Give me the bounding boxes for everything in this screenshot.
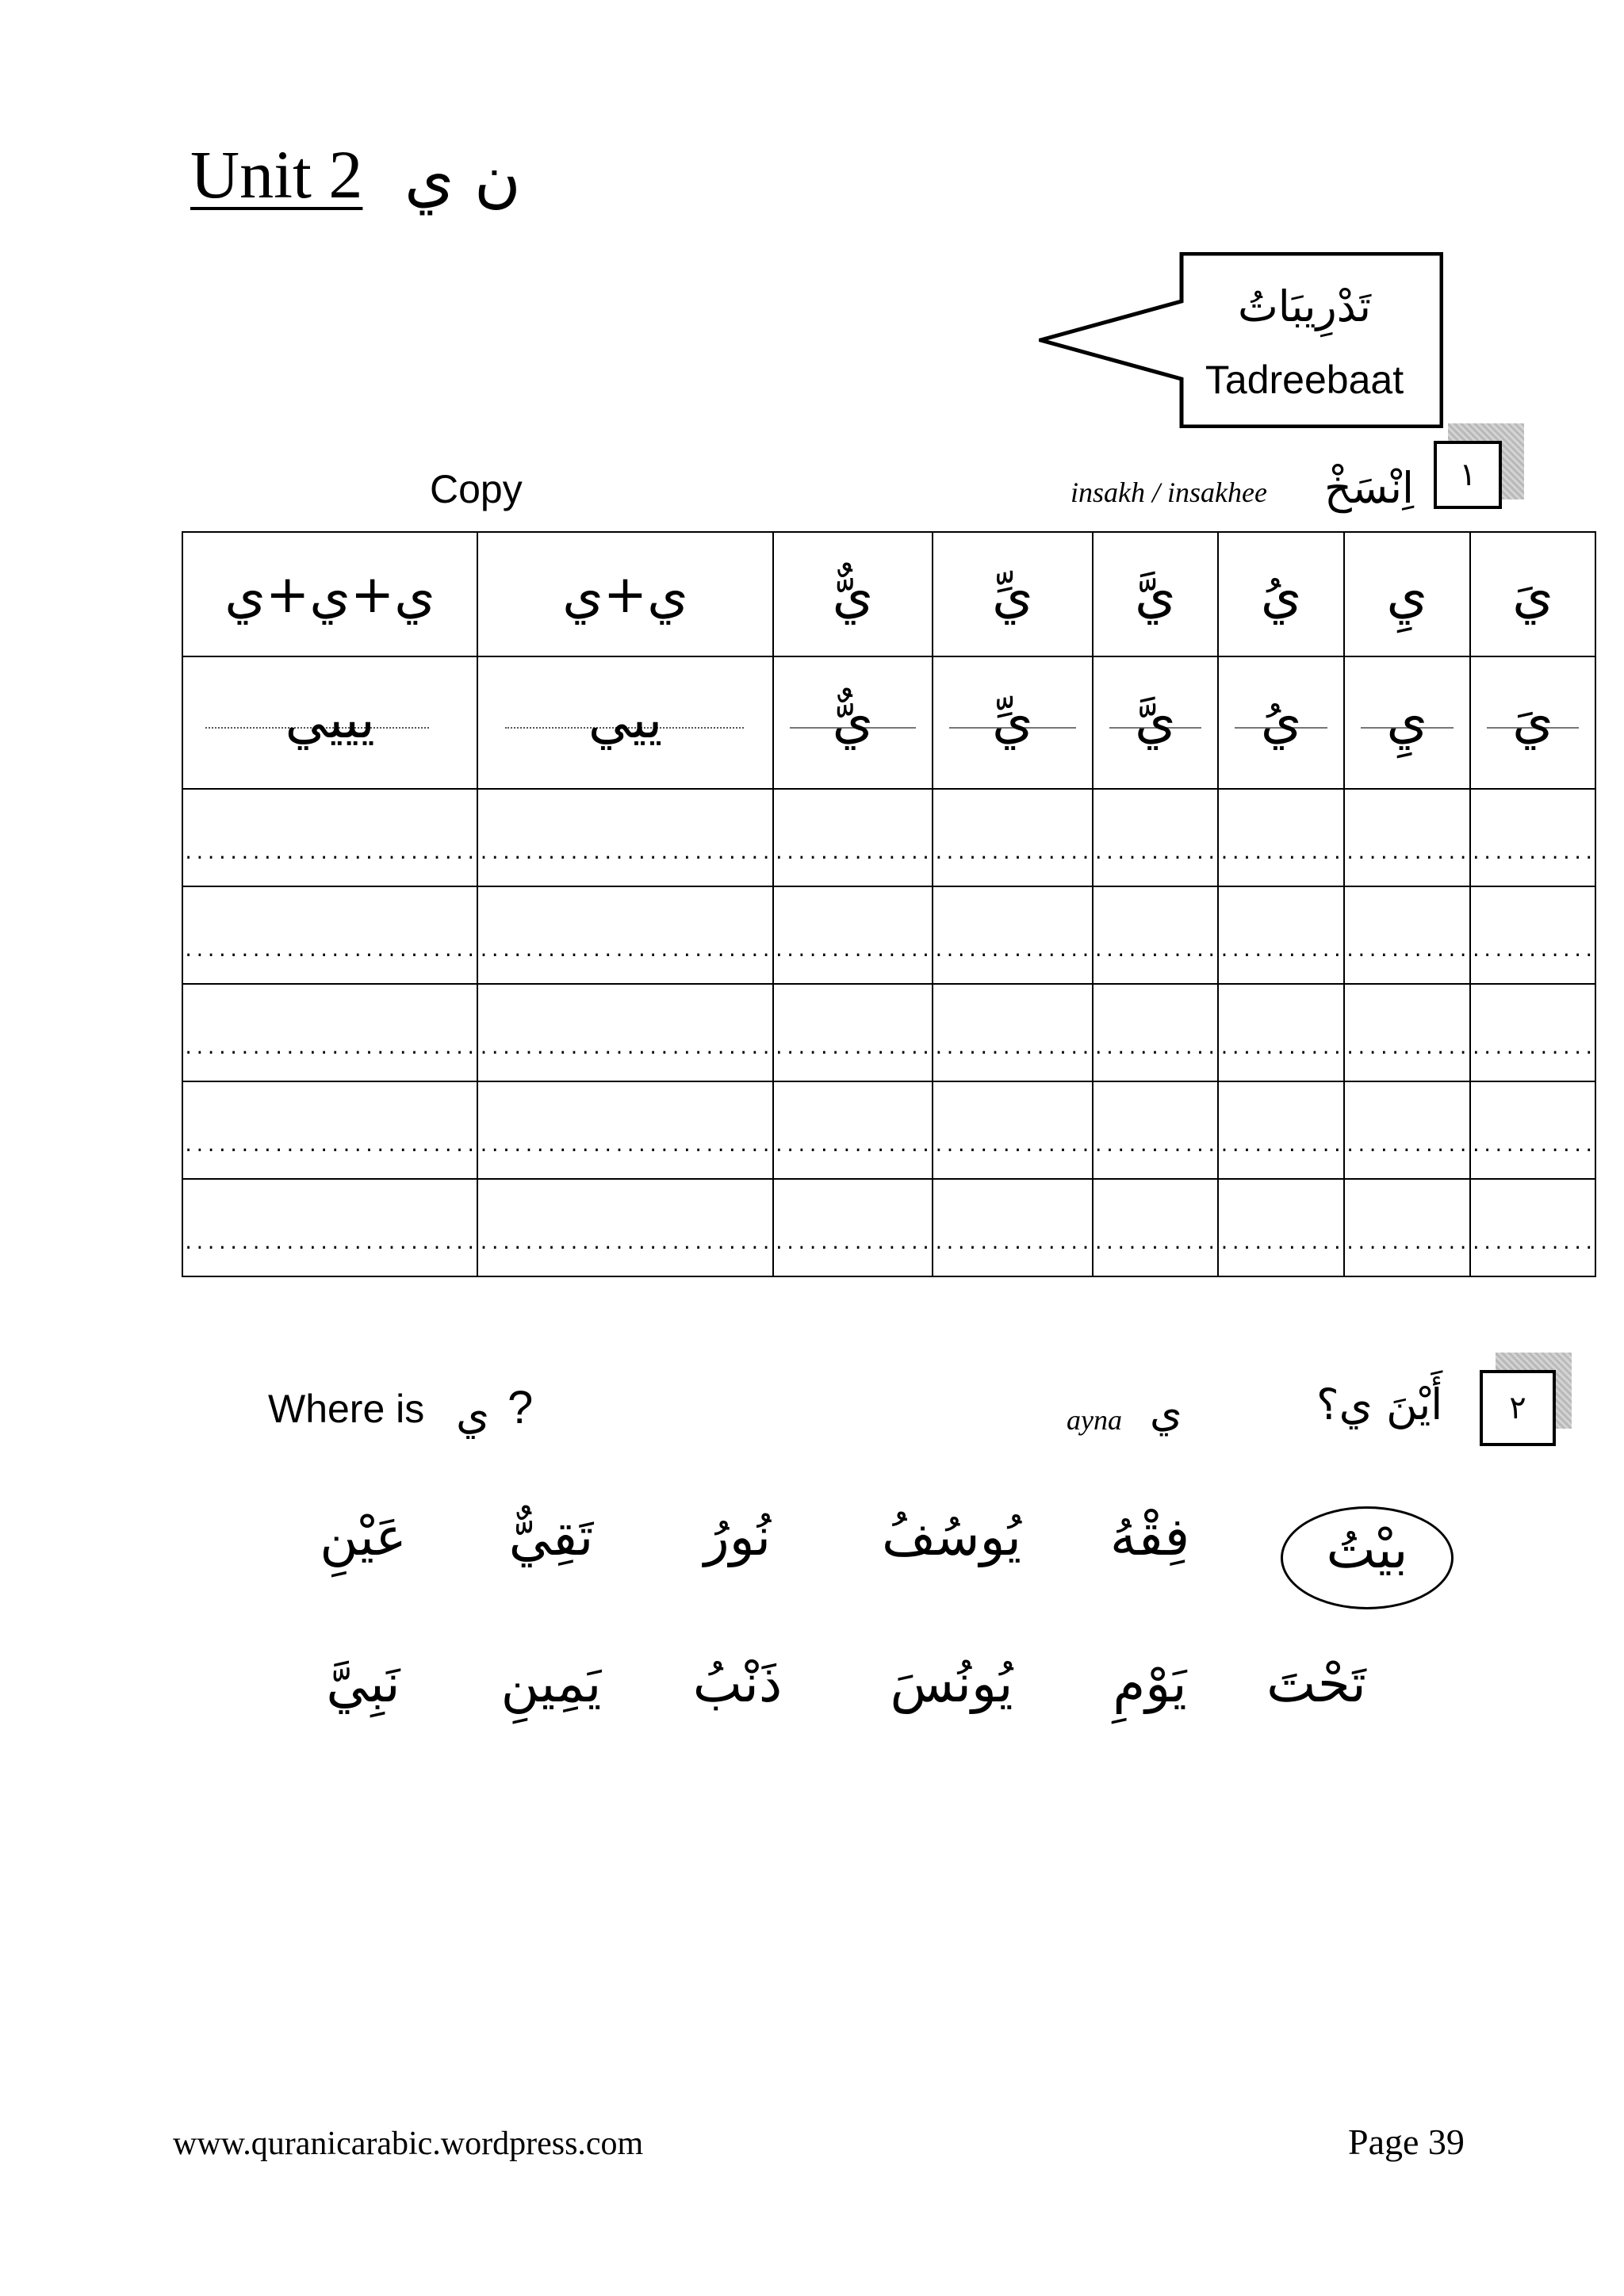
practice-cell[interactable]: .......................... [182,1081,477,1179]
word-item[interactable]: نَبِيَّ [326,1653,400,1714]
practice-row [182,984,1595,1081]
copy-table [182,531,1596,1277]
where-transliteration-letter: ي [1150,1389,1182,1437]
practice-cell[interactable]: .......................... [477,984,772,1081]
header-cell: يَ [1470,532,1596,656]
exercise-2-number: ٢ [1480,1370,1556,1446]
practice-cell[interactable]: ........... [1470,1179,1596,1276]
practice-row [182,789,1595,886]
model-cell: ييي [477,656,772,789]
model-cell: يييي [182,656,477,789]
instruction-arabic: اِنْسَخْ [1324,463,1415,513]
model-cell: يَّ [1093,656,1219,789]
word-item[interactable]: يُوسُفُ [881,1506,1022,1567]
practice-cell[interactable]: .............. [773,1179,933,1276]
practice-cell[interactable]: .............. [933,789,1092,886]
practice-cell[interactable]: .......................... [182,789,477,886]
practice-cell[interactable]: .......................... [182,1179,477,1276]
table-model-row [182,656,1595,789]
footer-url[interactable]: www.quranicarabic.wordpress.com [173,2126,644,2162]
practice-cell[interactable]: .......................... [182,984,477,1081]
practice-cell[interactable]: ........... [1093,1179,1219,1276]
header-cell: ي+ي+ي [182,532,477,656]
callout-arabic: تَدْرِيبَاتُ [1237,281,1372,331]
instruction-english: Copy [430,467,523,511]
practice-cell[interactable]: ........... [1218,984,1344,1081]
practice-cell[interactable]: .............. [773,984,933,1081]
header-cell: يِ [1344,532,1470,656]
practice-cell[interactable]: ........... [1344,1081,1470,1179]
word-item[interactable]: تَحْتَ [1266,1653,1366,1714]
model-cell: يُ [1218,656,1344,789]
model-cell: يِ [1344,656,1470,789]
where-question-arabic: أَيْنَ ي؟ [1316,1380,1443,1429]
practice-cell[interactable]: ........... [1218,1081,1344,1179]
word-item[interactable]: ذَنْبُ [692,1653,783,1714]
model-cell: يِّ [933,656,1092,789]
header-cell: يِّ [933,532,1092,656]
practice-cell[interactable]: .............. [773,789,933,886]
practice-cell[interactable]: .......................... [477,789,772,886]
practice-cell[interactable]: .......................... [477,1081,772,1179]
practice-cell[interactable]: ........... [1344,886,1470,984]
practice-row [182,1081,1595,1179]
model-cell: يٌّ [773,656,933,789]
practice-cell[interactable]: ........... [1470,984,1596,1081]
word-item[interactable]: فِقْهُ [1109,1506,1190,1567]
practice-cell[interactable]: ........... [1218,789,1344,886]
practice-cell[interactable]: .............. [933,886,1092,984]
word-item[interactable]: يَوْمِ [1113,1653,1187,1714]
instruction-transliteration: insakh / insakhee [1071,476,1267,508]
practice-cell[interactable]: ........... [1093,789,1219,886]
practice-cell[interactable]: .............. [933,1081,1092,1179]
practice-cell[interactable]: .......................... [477,886,772,984]
table-header-row [182,532,1595,656]
header-cell: ي+ي [477,532,772,656]
practice-cell[interactable]: .............. [773,1081,933,1179]
word-item[interactable]: يَمِينِ [500,1653,602,1714]
practice-cell[interactable]: ........... [1470,1081,1596,1179]
practice-cell[interactable]: ........... [1470,886,1596,984]
practice-cell[interactable]: ........... [1470,789,1596,886]
word-item[interactable]: بيْتُ [1326,1519,1408,1580]
practice-cell[interactable]: .............. [933,1179,1092,1276]
header-cell: يَّ [1093,532,1219,656]
where-question-letter: ي [456,1389,490,1439]
practice-cell[interactable]: ........... [1093,984,1219,1081]
unit-letters: ن ي [404,141,521,215]
footer-page-number: Page 39 [1348,2122,1465,2162]
practice-cell[interactable]: ........... [1093,1081,1219,1179]
practice-row [182,886,1595,984]
word-item[interactable]: تَقِيٌّ [508,1506,594,1567]
practice-cell[interactable]: .......................... [477,1179,772,1276]
word-item[interactable]: نُورُ [703,1506,772,1567]
word-item[interactable]: يُونُسَ [890,1653,1013,1714]
where-question-mark: ? [508,1382,534,1433]
practice-cell[interactable]: .............. [933,984,1092,1081]
callout-english: Tadreebaat [1205,358,1404,402]
where-question-english: Where is [268,1387,425,1431]
unit-title: Unit 2 [190,136,363,212]
word-item[interactable]: عَيْنِ [320,1506,407,1567]
practice-cell[interactable]: ........... [1344,984,1470,1081]
header-cell: يُ [1218,532,1344,656]
practice-cell[interactable]: .............. [773,886,933,984]
practice-cell[interactable]: .......................... [182,886,477,984]
practice-cell[interactable]: ........... [1344,789,1470,886]
practice-cell[interactable]: ........... [1218,886,1344,984]
practice-cell[interactable]: ........... [1218,1179,1344,1276]
where-transliteration: ayna [1067,1404,1122,1436]
exercise-1-number: ١ [1434,441,1502,509]
practice-cell[interactable]: ........... [1093,886,1219,984]
header-cell: يٌّ [773,532,933,656]
practice-cell[interactable]: ........... [1344,1179,1470,1276]
model-cell: يَ [1470,656,1596,789]
practice-row [182,1179,1595,1276]
